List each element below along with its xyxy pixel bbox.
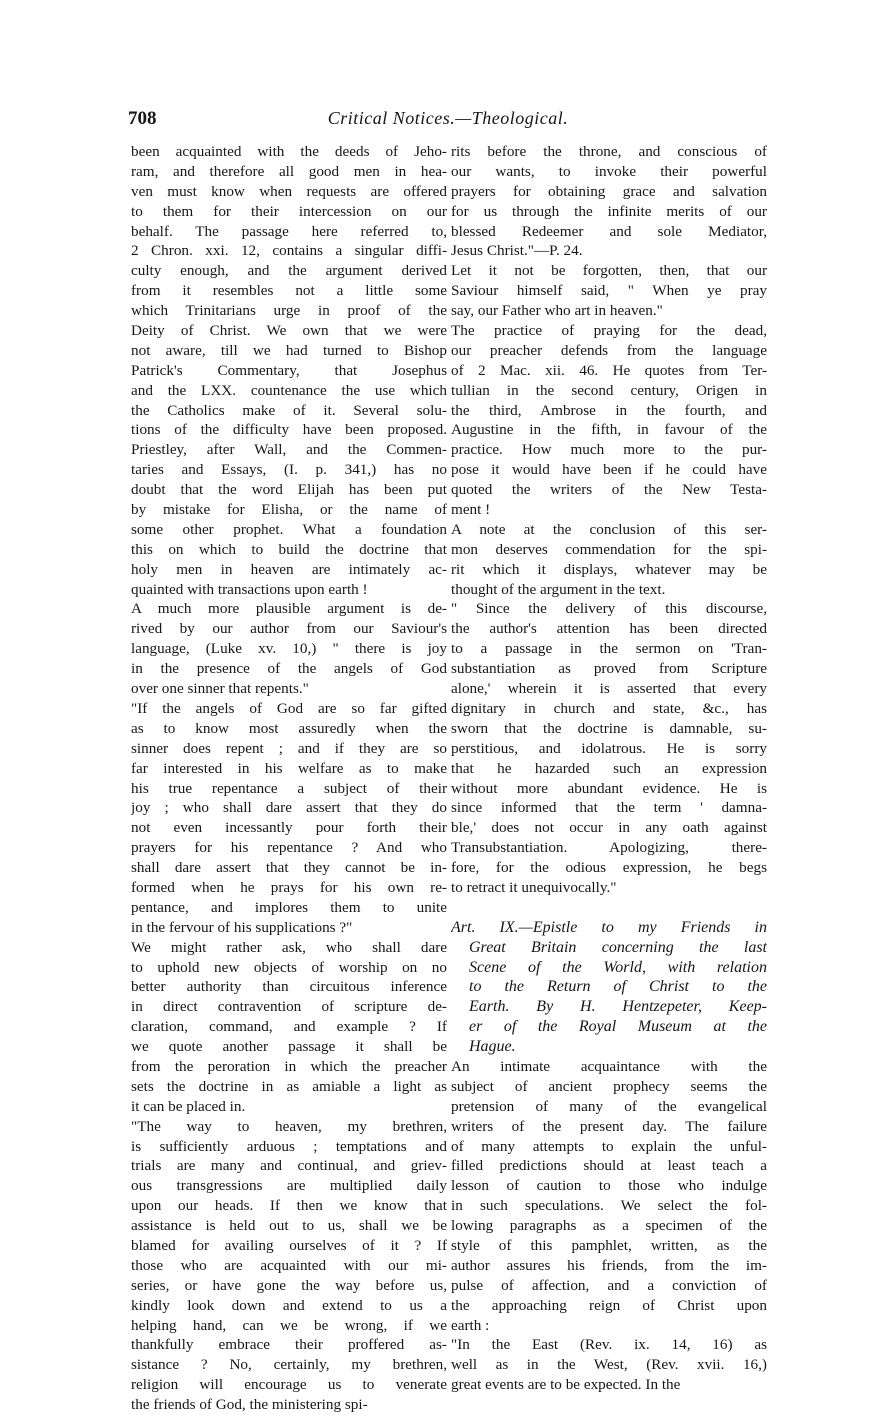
- text-line: his true repentance a subject of their: [131, 779, 447, 797]
- text-line: say, our Father who art in heaven.": [451, 302, 663, 320]
- text-line: this on which to build the doctrine that: [131, 540, 447, 558]
- text-line: from it resembles not a little some: [131, 282, 447, 300]
- text-line: The practice of praying for the dead,: [451, 322, 767, 340]
- text-line: is sufficiently arduous ; temptations and: [131, 1137, 447, 1155]
- text-line: it can be placed in.: [131, 1097, 246, 1115]
- text-line: shall dare assert that they cannot be in-: [131, 859, 447, 877]
- text-line: to them for their intercession on our: [131, 202, 447, 220]
- text-line: to uphold new objects of worship on no: [131, 958, 447, 976]
- text-line: ous transgressions are multiplied daily: [131, 1177, 447, 1195]
- text-line: in the fervour of his supplications ?": [131, 918, 353, 936]
- text-line: doubt that the word Elijah has been put: [131, 481, 447, 499]
- text-line: the approaching reign of Christ upon: [451, 1296, 767, 1314]
- text-line: An intimate acquaintance with the: [451, 1057, 767, 1075]
- text-line: pulse of affection, and a conviction of: [451, 1276, 767, 1294]
- text-line: some other prophet. What a foundation: [131, 520, 447, 538]
- text-line: subject of ancient prophecy seems the: [451, 1077, 767, 1095]
- text-line: "The way to heaven, my brethren,: [131, 1117, 447, 1135]
- article-heading-line: Scene of the World, with relation: [469, 958, 767, 976]
- text-line: thought of the argument in the text.: [451, 580, 666, 598]
- text-line: in direct contravention of scripture de-: [131, 998, 447, 1016]
- text-line: those who are acquainted with our mi-: [131, 1256, 447, 1274]
- text-line: Augustine in the fifth, in favour of the: [451, 421, 767, 439]
- text-line: "If the angels of God are so far gifted: [131, 699, 447, 717]
- article-heading-line: to the Return of Christ to the: [469, 978, 767, 996]
- text-line: Patrick's Commentary, that Josephus: [131, 361, 447, 379]
- text-line: Let it not be forgotten, then, that our: [451, 262, 767, 280]
- text-line: dignitary in church and state, &c., has: [451, 699, 767, 717]
- text-line: in the presence of the angels of God: [131, 660, 447, 678]
- text-line: taries and Essays, (I. p. 341,) has no: [131, 461, 447, 479]
- text-line: ven must know when requests are offered: [131, 182, 447, 200]
- text-line: that he hazarded such an expression: [451, 759, 767, 777]
- text-line: which Trinitarians urge in proof of the: [131, 302, 447, 320]
- text-line: kindly look down and extend to us a: [131, 1296, 447, 1314]
- text-line: prayers for obtaining grace and salvation: [451, 182, 767, 200]
- text-line: substantiation as proved from Scripture: [451, 660, 767, 678]
- page-number: 708: [128, 108, 157, 129]
- text-line: from the peroration in which the preacher: [131, 1057, 447, 1075]
- text-line: Deity of Christ. We own that we were: [131, 322, 447, 340]
- text-line: blessed Redeemer and sole Mediator,: [451, 222, 767, 240]
- text-line: formed when he prays for his own re-: [131, 878, 447, 896]
- article-heading-line: Earth. By H. Hentzepeter, Keep-: [469, 998, 767, 1016]
- text-line: series, or have gone the way before us,: [131, 1276, 447, 1294]
- text-line: sistance ? No, certainly, my brethren,: [131, 1356, 447, 1374]
- text-line: A much more plausible argument is de-: [131, 600, 447, 618]
- text-line: prayers for his repentance ? And who: [131, 839, 447, 857]
- text-line: practice. How much more to the pur-: [451, 441, 767, 459]
- text-line: and the LXX. countenance the use which: [131, 381, 447, 399]
- text-line: better authority than circuitous inference: [131, 978, 447, 996]
- running-title: Critical Notices.—Theological.: [327, 108, 569, 128]
- article-heading-line: Great Britain concerning the last: [469, 938, 767, 956]
- text-line: language, (Luke xv. 10,) " there is joy: [131, 640, 447, 658]
- text-line: of 2 Mac. xii. 46. He quotes from Ter-: [451, 361, 767, 379]
- text-line: author assures his friends, from the im-: [451, 1256, 767, 1274]
- text-line: filled predictions should at least teach a: [451, 1157, 767, 1175]
- text-line: pose it would have been if he could have: [451, 461, 767, 479]
- text-line: tullian in the second century, Origen in: [451, 381, 767, 399]
- text-line: culty enough, and the argument derived: [131, 262, 447, 280]
- text-line: upon our heads. If then we know that: [131, 1197, 447, 1215]
- text-line: thankfully embrace their proffered as-: [131, 1336, 447, 1354]
- text-line: " Since the delivery of this discourse,: [451, 600, 767, 618]
- text-line: alone,' wherein it is asserted that every: [451, 680, 767, 698]
- text-line: trials are many and continual, and griev-: [131, 1157, 447, 1175]
- page-header: [128, 108, 768, 134]
- right-column-text-bottom: [451, 1057, 767, 1395]
- text-line: the friends of God, the ministering spi-: [131, 1396, 368, 1414]
- text-line: for us through the infinite merits of our: [451, 202, 767, 220]
- text-line: tions of the difficulty have been proposed.: [131, 421, 447, 439]
- text-line: as to know most assuredly when the: [131, 719, 447, 737]
- text-line: the Catholics make of it. Several solu-: [131, 401, 447, 419]
- text-line: been acquainted with the deeds of Jeho-: [131, 143, 447, 160]
- text-line: Transubstantiation. Apologizing, there-: [451, 839, 767, 857]
- text-line: not aware, till we had turned to Bishop: [131, 341, 447, 359]
- text-line: our preacher defends from the language: [451, 341, 767, 359]
- text-line: assistance is held out to us, shall we be: [131, 1217, 447, 1235]
- text-line: to retract it unequivocally.": [451, 878, 617, 896]
- article-heading-line: Hague.: [469, 1038, 516, 1056]
- text-line: well as in the West, (Rev. xvii. 16,): [451, 1356, 767, 1374]
- text-line: earth :: [451, 1316, 490, 1334]
- text-line: lowing paragraphs as a specimen of the: [451, 1217, 767, 1235]
- text-line: helping hand, can we be wrong, if we: [131, 1316, 447, 1334]
- text-line: blamed for availing ourselves of it ? If: [131, 1236, 447, 1254]
- text-line: sets the doctrine in as amiable a light as: [131, 1077, 447, 1095]
- text-line: to a passage in the sermon on 'Tran-: [451, 640, 767, 658]
- text-line: lesson of caution to those who indulge: [451, 1177, 767, 1195]
- article-heading-line: Art. IX.—Epistle to my Friends in: [451, 918, 767, 936]
- text-line: over one sinner that repents.": [131, 680, 309, 698]
- text-line: writers of the present day. The failure: [451, 1117, 767, 1135]
- text-line: quoted the writers of the New Testa-: [451, 481, 767, 499]
- right-column-text-top: [451, 142, 767, 898]
- text-line: pretension of many of the evangelical: [451, 1097, 767, 1115]
- text-line: style of this pamphlet, written, as the: [451, 1236, 767, 1254]
- right-column: [451, 142, 767, 1395]
- text-line: quainted with transactions upon earth !: [131, 580, 368, 598]
- article-heading: [451, 918, 767, 1057]
- text-line: perstitious, and idolatrous. He is sorry: [451, 739, 767, 757]
- text-line: we quote another passage it shall be: [131, 1038, 447, 1056]
- text-line: the third, Ambrose in the fourth, and: [451, 401, 767, 419]
- text-line: holy men in heaven are intimately ac-: [131, 560, 447, 578]
- text-line: rits before the throne, and conscious of: [451, 143, 767, 160]
- text-line: claration, command, and example ? If: [131, 1018, 447, 1036]
- text-line: not even incessantly pour forth their: [131, 819, 447, 837]
- text-line: Saviour himself said, " When ye pray: [451, 282, 767, 300]
- text-line: joy ; who shall dare assert that they do: [131, 799, 447, 817]
- text-line: 2 Chron. xxi. 12, contains a singular diffi-: [131, 242, 447, 260]
- text-line: Priestley, after Wall, and the Commen-: [131, 441, 447, 459]
- text-line: "In the East (Rev. ix. 14, 16) as: [451, 1336, 767, 1354]
- text-line: religion will encourage us to venerate: [131, 1376, 447, 1394]
- text-line: rit which it displays, whatever may be: [451, 560, 767, 578]
- text-line: ble,' does not occur in any oath against: [451, 819, 767, 837]
- text-line: without more abundant evidence. He is: [451, 779, 767, 797]
- blank-spacer: [451, 898, 767, 918]
- text-line: of many attempts to explain the unful-: [451, 1137, 767, 1155]
- text-line: far interested in his welfare as to make: [131, 759, 447, 777]
- text-line: behalf. The passage here referred to,: [131, 222, 447, 240]
- text-line: great events are to be expected. In the: [451, 1376, 681, 1394]
- text-line: A note at the conclusion of this ser-: [451, 520, 767, 538]
- left-column: [131, 142, 447, 1415]
- text-line: sworn that the doctrine is damnable, su-: [451, 719, 767, 737]
- article-heading-line: er of the Royal Museum at the: [469, 1018, 767, 1036]
- text-line: ram, and therefore all good men in hea-: [131, 162, 447, 180]
- text-line: pentance, and implores them to unite: [131, 898, 447, 916]
- text-line: We might rather ask, who shall dare: [131, 938, 447, 956]
- text-line: the author's attention has been directed: [451, 620, 767, 638]
- text-line: rived by our author from our Saviour's: [131, 620, 447, 638]
- text-line: fore, for the odious expression, he begs: [451, 859, 767, 877]
- text-line: by mistake for Elisha, or the name of: [131, 501, 447, 519]
- text-line: sinner does repent ; and if they are so: [131, 739, 447, 757]
- text-line: ment !: [451, 501, 491, 519]
- text-line: in such speculations. We select the fol-: [451, 1197, 767, 1215]
- text-line: mon deserves commendation for the spi-: [451, 540, 767, 558]
- text-line: Jesus Christ."—P. 24.: [451, 242, 583, 260]
- text-line: since informed that the term ' damna-: [451, 799, 767, 817]
- text-line: our wants, to invoke their powerful: [451, 162, 767, 180]
